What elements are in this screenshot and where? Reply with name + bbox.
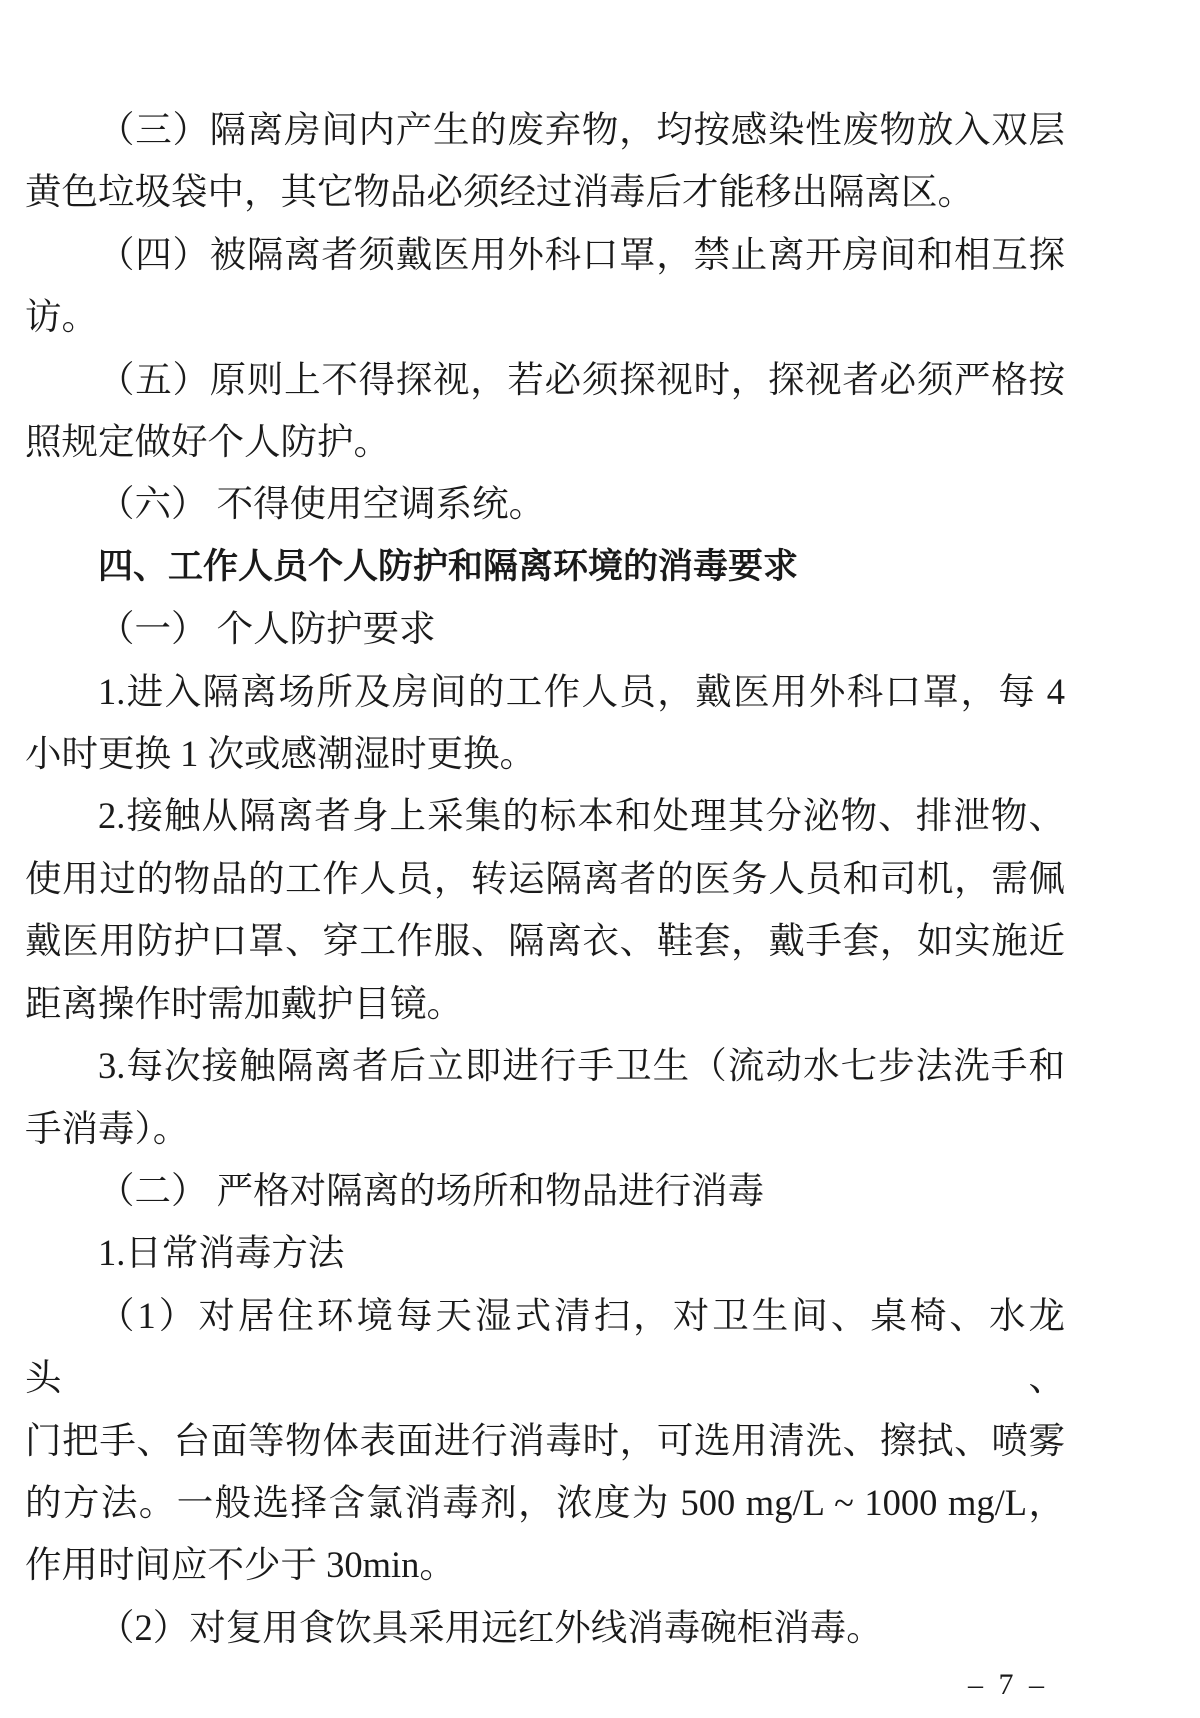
text-line: 黄色垃圾袋中，其它物品必须经过消毒后才能移出隔离区。 (25, 171, 974, 213)
text-line: （五）原则上不得探视，若必须探视时，探视者必须严格按 (98, 358, 1065, 400)
subsection-heading: 1.日常消毒方法 (98, 1232, 345, 1274)
document-content (25, 99, 1065, 1659)
text-line: 2.接触从隔离者身上采集的标本和处理其分泌物、排泄物、 (98, 795, 1065, 837)
text-line: 使用过的物品的工作人员，转运隔离者的医务人员和司机，需佩 (25, 857, 1065, 899)
page-number: – 7 – (968, 1668, 1044, 1701)
text-line: 手消毒）。 (25, 1107, 190, 1149)
text-line: （1）对居住环境每天湿式清扫，对卫生间、桌椅、水龙头、 (25, 1294, 1065, 1399)
text-line: 小时更换 1 次或感潮湿时更换。 (25, 733, 536, 775)
text-line: 照规定做好个人防护。 (25, 421, 390, 463)
text-line: （四）被隔离者须戴医用外科口罩，禁止离开房间和相互探 (98, 233, 1065, 275)
text-line: 作用时间应不少于 30min。 (25, 1544, 456, 1586)
text-line: 门把手、台面等物体表面进行消毒时，可选用清洗、擦拭、喷雾 (25, 1419, 1065, 1461)
text-line: 访。 (25, 296, 98, 338)
section-heading: 四、工作人员个人防护和隔离环境的消毒要求 (98, 546, 799, 587)
subsection-heading: （二） 严格对隔离的场所和物品进行消毒 (98, 1169, 765, 1211)
text-line: 的方法。一般选择含氯消毒剂，浓度为 500 mg/L ~ 1000 mg/L， (25, 1481, 1065, 1523)
subsection-heading: （一） 个人防护要求 (98, 608, 436, 650)
text-line: （2）对复用食饮具采用远红外线消毒碗柜消毒。 (98, 1606, 883, 1648)
text-line: 距离操作时需加戴护目镜。 (25, 982, 463, 1024)
text-line: 戴医用防护口罩、穿工作服、隔离衣、鞋套，戴手套，如实施近 (25, 920, 1065, 962)
text-line: 3.每次接触隔离者后立即进行手卫生（流动水七步法洗手和 (98, 1045, 1065, 1087)
text-line: （六） 不得使用空调系统。 (98, 483, 546, 525)
text-line: （三）隔离房间内产生的废弃物，均按感染性废物放入双层 (98, 109, 1065, 150)
text-line: 1.进入隔离场所及房间的工作人员，戴医用外科口罩，每 4 (98, 670, 1065, 712)
